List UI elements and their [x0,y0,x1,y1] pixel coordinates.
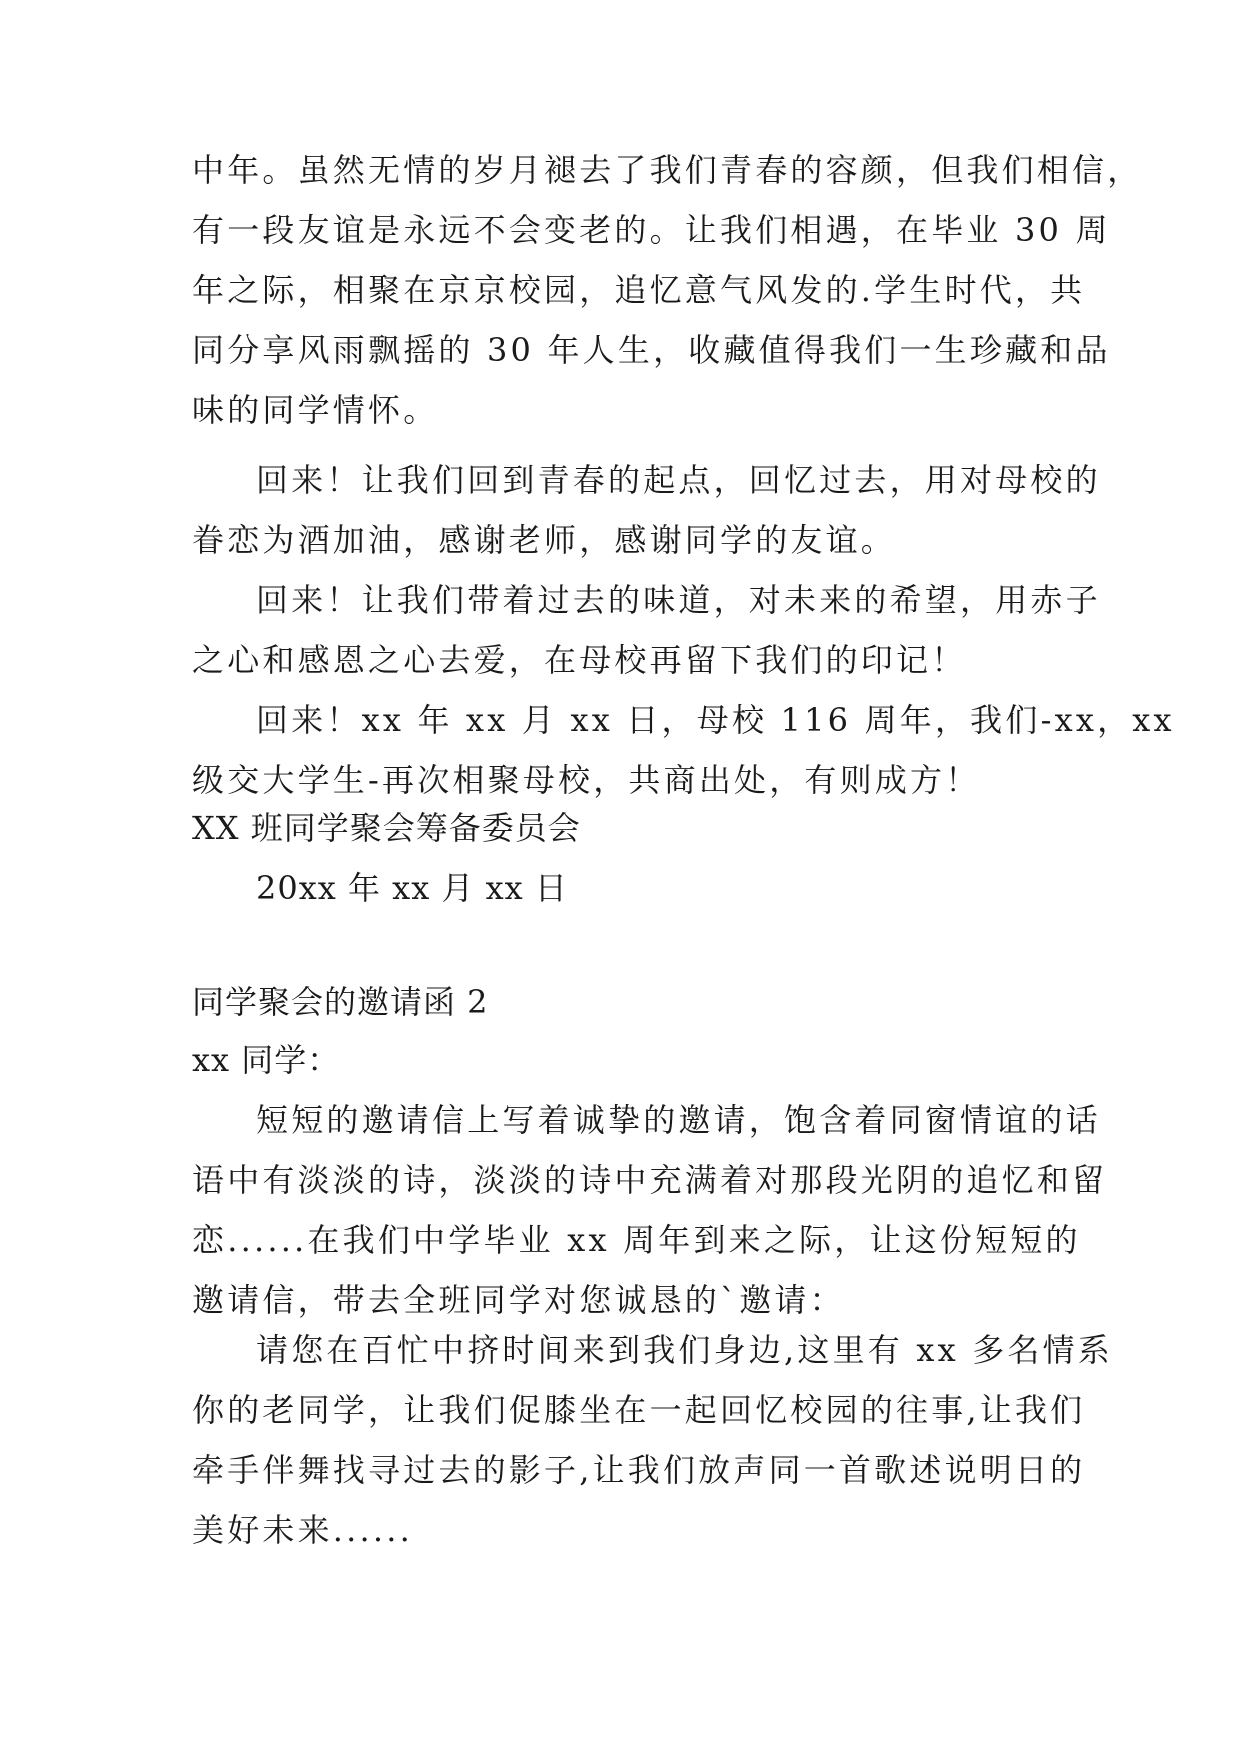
paragraph-return-3 [192,690,1175,810]
paragraph-line: 美好未来...... [192,1511,414,1549]
paragraph-line: 中年。虽然无情的岁月褪去了我们青春的容颜，但我们相信， [192,151,1143,189]
paragraph-return-1 [192,450,1101,570]
paragraph-line: 同分享风雨飘摇的 30 年人生，收藏值得我们一生珍藏和品 [192,331,1111,369]
paragraph-line: 短短的邀请信上写着诚挚的邀请，饱含着同窗情谊的话 [256,1101,1101,1139]
signature-organization: XX 班同学聚会筹备委员会 [192,809,581,847]
paragraph-line: 级交大学生-再次相聚母校，共商出处，有则成方！ [192,761,981,799]
section-title: 同学聚会的邀请函 2 [192,983,489,1021]
paragraph-line: 之心和感恩之心去爱，在母校再留下我们的印记！ [192,641,967,679]
paragraph-line: 恋......在我们中学毕业 xx 周年到来之际，让这份短短的 [192,1221,1081,1259]
paragraph-line: 年之际，相聚在京京校园，追忆意气风发的.学生时代，共 [192,271,1086,309]
paragraph-line: 味的同学情怀。 [192,391,439,429]
paragraph-line: 你的老同学，让我们促膝坐在一起回忆校园的往事,让我们 [192,1391,1086,1429]
paragraph-line: 回来！让我们回到青春的起点，回忆过去，用对母校的 [256,461,1101,499]
paragraph-invitation [192,1090,1108,1330]
paragraph-line: 请您在百忙中挤时间来到我们身边,这里有 xx 多名情系 [256,1331,1114,1369]
paragraph-line: 回来！xx 年 xx 月 xx 日，母校 116 周年，我们-xx，xx [256,701,1175,739]
paragraph-continuation [192,140,1143,440]
paragraph-return-2 [192,570,1101,690]
signature-date: 20xx 年 xx 月 xx 日 [256,869,568,907]
paragraph-line: 回来！让我们带着过去的味道，对未来的希望，用赤子 [256,581,1101,619]
salutation: xx 同学： [192,1041,341,1079]
paragraph-line: 牵手伴舞找寻过去的影子,让我们放声同一首歌述说明日的 [192,1451,1086,1489]
paragraph-request [192,1320,1114,1560]
paragraph-line: 眷恋为酒加油，感谢老师，感谢同学的友谊。 [192,521,897,559]
paragraph-line: 邀请信，带去全班同学对您诚恳的`邀请： [192,1281,845,1319]
paragraph-line: 有一段友谊是永远不会变老的。让我们相遇，在毕业 30 周 [192,211,1111,249]
paragraph-line: 语中有淡淡的诗，淡淡的诗中充满着对那段光阴的追忆和留 [192,1161,1108,1199]
